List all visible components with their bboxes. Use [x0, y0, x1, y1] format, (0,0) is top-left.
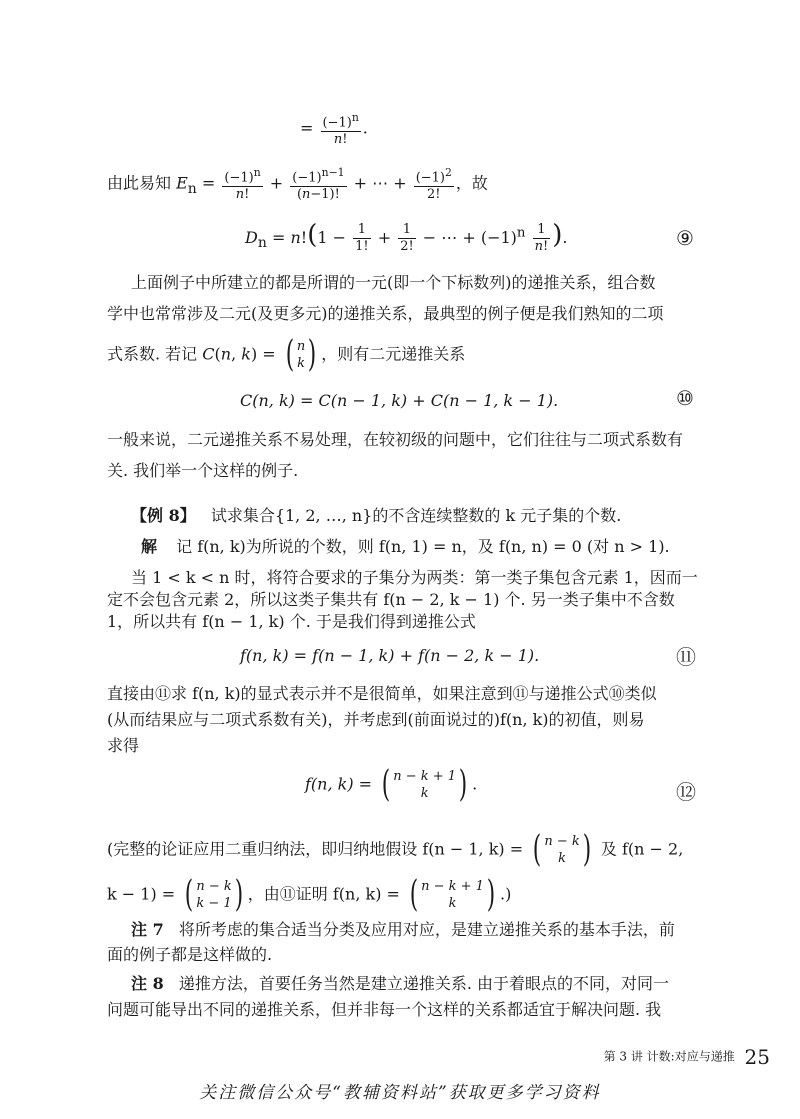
equation-top: = $\frac{(-1)^n}{n!}$ .: [300, 111, 368, 148]
para2-line3: 式系数. 若记 C(n, k) = ( n k ) ，则有二元递推关系: [107, 334, 466, 375]
note-8-line2: 问题可能导出不同的递推关系，但并非每一个这样的关系都适宜于解决问题. 我: [107, 1000, 662, 1019]
proof-note-line1: (完整的论证应用二重归纳法，即归纳地假设 f(n − 1, k) = ( n − k k ) 及 f(n − 2,: [107, 829, 684, 870]
solution-line1: 解 记 f(n, k)为所说的个数，则 f(n, 1) = n，及 f(n, n) = 0 (对 n > 1).: [141, 537, 670, 556]
note-8-line1: 注 8 递推方法，首要任务当然是建立递推关系. 由于着眼点的不同，对同一: [131, 974, 669, 993]
solution-label: 解: [141, 537, 158, 556]
para3-line1: 一般来说，二元递推关系不易处理，在较初级的问题中，它们往往与二项式系数有: [107, 430, 684, 449]
eq12-tag: ⑫: [676, 780, 696, 804]
solution-line3: 定不会包含元素 2，所以这类子集共有 f(n − 2, k − 1) 个. 另一类子集中不含数: [107, 590, 675, 609]
page-footer: [604, 1045, 770, 1069]
example-8: [131, 505, 621, 527]
note-7-line2: 面的例子都是这样做的.: [107, 945, 273, 964]
equation-12: f(n, k) = ( n − k + 1 k ) .: [305, 764, 478, 805]
proof-note-line2: k − 1) = ( n − k k − 1 ) ，由⑪证明 f(n, k) = ( n − k + 1 k ) .): [107, 874, 512, 915]
promo-banner: 关注微信公众号“教辅资料站”获取更多学习资料: [199, 1083, 601, 1103]
equation-9: $D_n = n!(1$ − $\frac{1}{1!}$ + $\frac{1}{2!}$ − ⋯ + $(-1)^n$ $\frac{1}{n!}$ ).: [245, 220, 568, 254]
note-8-label: 注 8: [131, 974, 164, 993]
note-7-line1: 注 7 将所考虑的集合适当分类及应用对应，是建立递推关系的基本手法，前: [131, 920, 675, 939]
example-8-text: 试求集合{1, 2, …, n}的不含连续整数的 k 元子集的个数.: [210, 506, 622, 525]
footer-chapter: 第 3 讲 计数:对应与递推: [603, 1049, 735, 1064]
eq9-tag: ⑨: [676, 226, 694, 250]
solution-line4: 1，所以共有 f(n − 1, k) 个. 于是我们得到递推公式: [107, 612, 476, 631]
para3-line2: 关. 我们举一个这样的例子.: [107, 461, 299, 480]
equation-10: C(n, k) = C(n − 1, k) + C(n − 1, k − 1).: [240, 391, 559, 410]
en-formula-line: 由此易知 $E_n$ = $\frac{(-1)^n}{n!}$ + $\frac{(-1)^{n-1}}{(n-1)!}$ + ⋯ + $\frac{(-1)^2}{2!}$ ，故: [107, 166, 488, 203]
para2-line1: 上面例子中所建立的都是所谓的一元(即一个下标数列)的递推关系，组合数: [131, 273, 656, 292]
example-8-label: 【例 8】: [131, 506, 196, 525]
para4-line3: 求得: [107, 736, 140, 755]
para4-line2: (从而结果应与二项式系数有关)，并考虑到(前面说过的)f(n, k)的初值，则易: [107, 710, 645, 729]
solution-line2: 当 1 < k < n 时，将符合要求的子集分为两类：第一类子集包含元素 1，因而一: [131, 568, 698, 587]
eq11-tag: ⑪: [676, 645, 696, 669]
page-number: 25: [744, 1045, 770, 1069]
note-7-label: 注 7: [131, 920, 164, 939]
eq10-tag: ⑩: [676, 386, 694, 410]
para4-line1: 直接由⑪求 f(n, k)的显式表示并不是很简单，如果注意到⑪与递推公式⑩类似: [107, 684, 657, 703]
para2-line2: 学中也常常涉及二元(及更多元)的递推关系，最典型的例子便是我们熟知的二项: [107, 304, 664, 323]
equation-11: f(n, k) = f(n − 1, k) + f(n − 2, k − 1).: [240, 646, 540, 665]
